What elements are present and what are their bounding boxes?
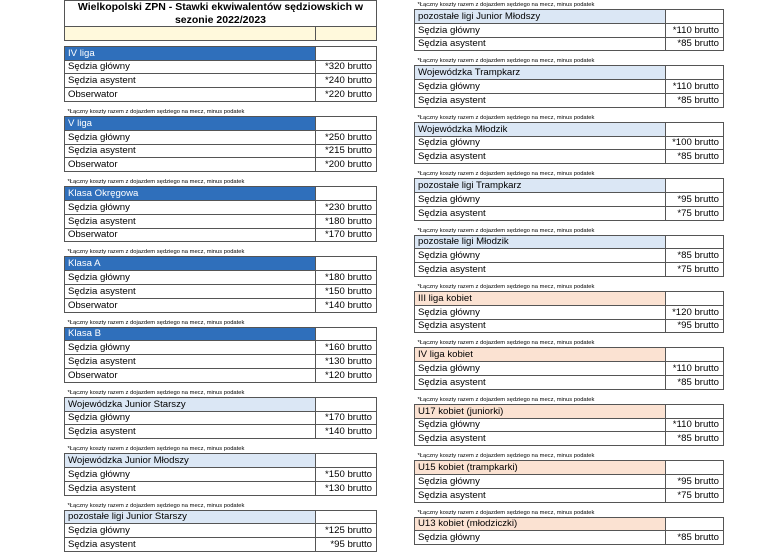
category-value-cell	[666, 517, 724, 531]
rate-value: *85 brutto	[666, 37, 724, 51]
category-label: Klasa A	[65, 257, 316, 271]
role-label: Sędzia główny	[415, 136, 666, 150]
rate-value: *320 brutto	[316, 60, 377, 74]
category-label: IV liga	[65, 46, 316, 60]
category-row	[415, 291, 724, 305]
role-label: Obserwator	[65, 368, 316, 382]
role-label: Sędzia główny	[415, 418, 666, 432]
footnote: *Łączny koszty razem z dojazdem sędziego na mecz, minus podatek	[417, 509, 595, 516]
category-value-cell	[666, 66, 724, 80]
rate-row	[65, 524, 377, 538]
category-label: V liga	[65, 116, 316, 130]
rate-row	[65, 425, 377, 439]
note-row	[65, 382, 377, 397]
category-label: Wojewódzka Trampkarz	[415, 66, 666, 80]
title-row	[65, 1, 377, 27]
role-label: Sędzia główny	[415, 305, 666, 319]
rates-table-right	[414, 0, 724, 545]
category-label: Klasa Okręgowa	[65, 187, 316, 201]
note-row	[65, 439, 377, 454]
footnote: *Łączny koszty razem z dojazdem sędziego na mecz, minus podatek	[417, 171, 595, 178]
rate-value: *160 brutto	[316, 341, 377, 355]
left-column	[64, 0, 376, 552]
category-value-cell	[666, 179, 724, 193]
note-row	[65, 172, 377, 187]
footnote: *Łączny koszty razem z dojazdem sędziego na mecz, minus podatek	[67, 249, 245, 256]
category-value-cell	[666, 235, 724, 249]
note-row	[415, 276, 724, 291]
category-label: pozostałe ligi Młodzik	[415, 235, 666, 249]
category-row	[415, 122, 724, 136]
role-label: Obserwator	[65, 158, 316, 172]
footnote: *Łączny koszty razem z dojazdem sędziego na mecz, minus podatek	[417, 453, 595, 460]
category-row	[65, 327, 377, 341]
role-label: Sędzia asystent	[415, 150, 666, 164]
role-label: Sędzia główny	[415, 249, 666, 263]
rate-value: *85 brutto	[666, 531, 724, 545]
rates-table-left	[64, 0, 377, 552]
rate-row	[415, 488, 724, 502]
rate-row	[65, 74, 377, 88]
category-row	[65, 454, 377, 468]
role-label: Sędzia główny	[65, 467, 316, 481]
rate-value: *220 brutto	[316, 88, 377, 102]
rate-value: *200 brutto	[316, 158, 377, 172]
role-label: Sędzia główny	[65, 130, 316, 144]
spacer-cell	[65, 27, 316, 41]
rate-row	[65, 481, 377, 495]
role-label: Sędzia główny	[415, 531, 666, 545]
note-row	[415, 389, 724, 404]
note-row	[65, 495, 377, 510]
rate-value: *95 brutto	[666, 474, 724, 488]
role-label: Sędzia asystent	[415, 37, 666, 51]
category-value-cell	[666, 10, 724, 24]
role-label: Sędzia asystent	[415, 488, 666, 502]
rate-value: *100 brutto	[666, 136, 724, 150]
rate-value: *230 brutto	[316, 200, 377, 214]
rate-row	[65, 130, 377, 144]
footnote: *Łączny koszty razem z dojazdem sędziego na mecz, minus podatek	[67, 389, 245, 396]
role-label: Sędzia główny	[415, 80, 666, 94]
category-row	[415, 461, 724, 475]
rate-value: *150 brutto	[316, 284, 377, 298]
category-row	[415, 348, 724, 362]
category-value-cell	[666, 404, 724, 418]
rate-value: *240 brutto	[316, 74, 377, 88]
note-row	[415, 446, 724, 461]
category-value-cell	[316, 454, 377, 468]
rate-row	[415, 375, 724, 389]
category-row	[65, 257, 377, 271]
role-label: Sędzia główny	[415, 474, 666, 488]
category-label: pozostałe ligi Trampkarz	[415, 179, 666, 193]
footnote: *Łączny koszty razem z dojazdem sędziego na mecz, minus podatek	[417, 396, 595, 403]
rate-row	[415, 531, 724, 545]
rate-value: *120 brutto	[316, 368, 377, 382]
rate-row	[415, 136, 724, 150]
role-label: Obserwator	[65, 228, 316, 242]
category-label: U17 kobiet (juniorki)	[415, 404, 666, 418]
category-label: Wojewódzka Junior Młodszy	[65, 454, 316, 468]
category-label: Klasa B	[65, 327, 316, 341]
rate-row	[65, 88, 377, 102]
rate-row	[415, 263, 724, 277]
role-label: Sędzia główny	[65, 200, 316, 214]
rate-row	[65, 341, 377, 355]
footnote: *Łączny koszty razem z dojazdem sędziego na mecz, minus podatek	[417, 58, 595, 65]
category-label: pozostałe ligi Junior Młodszy	[415, 10, 666, 24]
rate-value: *85 brutto	[666, 375, 724, 389]
category-row	[415, 10, 724, 24]
role-label: Sędzia asystent	[65, 538, 316, 552]
rate-row	[65, 284, 377, 298]
rate-value: *95 brutto	[666, 319, 724, 333]
category-value-cell	[316, 46, 377, 60]
note-row	[415, 51, 724, 66]
role-label: Sędzia główny	[65, 60, 316, 74]
rate-value: *125 brutto	[316, 524, 377, 538]
footnote: *Łączny koszty razem z dojazdem sędziego na mecz, minus podatek	[417, 227, 595, 234]
category-row	[65, 510, 377, 524]
rate-row	[65, 144, 377, 158]
category-row	[415, 404, 724, 418]
rate-row	[415, 192, 724, 206]
role-label: Sędzia asystent	[415, 375, 666, 389]
rate-value: *85 brutto	[666, 249, 724, 263]
rate-row	[415, 432, 724, 446]
rate-value: *140 brutto	[316, 425, 377, 439]
role-label: Sędzia asystent	[65, 74, 316, 88]
category-value-cell	[316, 510, 377, 524]
footnote: *Łączny koszty razem z dojazdem sędziego na mecz, minus podatek	[67, 179, 245, 186]
category-value-cell	[666, 461, 724, 475]
rate-row	[415, 305, 724, 319]
rate-row	[415, 206, 724, 220]
rate-value: *180 brutto	[316, 214, 377, 228]
footnote: *Łączny koszty razem z dojazdem sędziego na mecz, minus podatek	[417, 114, 595, 121]
note-row	[65, 101, 377, 116]
category-value-cell	[666, 291, 724, 305]
rate-value: *150 brutto	[316, 467, 377, 481]
footnote: *Łączny koszty razem z dojazdem sędziego na mecz, minus podatek	[67, 502, 245, 509]
footnote: *Łączny koszty razem z dojazdem sędziego na mecz, minus podatek	[67, 108, 245, 115]
rate-row	[415, 362, 724, 376]
rate-value: *170 brutto	[316, 411, 377, 425]
role-label: Obserwator	[65, 298, 316, 312]
rate-value: *110 brutto	[666, 418, 724, 432]
rate-row	[415, 474, 724, 488]
role-label: Obserwator	[65, 88, 316, 102]
page-title: Wielkopolski ZPN - Stawki ekwiwalentów sędziowskich w sezonie 2022/2023	[65, 1, 377, 27]
rate-value: *95 brutto	[666, 192, 724, 206]
rate-value: *120 brutto	[666, 305, 724, 319]
role-label: Sędzia główny	[415, 192, 666, 206]
rate-value: *85 brutto	[666, 93, 724, 107]
category-value-cell	[316, 327, 377, 341]
category-row	[65, 46, 377, 60]
rate-value: *75 brutto	[666, 206, 724, 220]
role-label: Sędzia asystent	[415, 432, 666, 446]
rate-value: *110 brutto	[666, 23, 724, 37]
rate-value: *180 brutto	[316, 271, 377, 285]
category-row	[415, 179, 724, 193]
role-label: Sędzia główny	[65, 341, 316, 355]
category-label: IV liga kobiet	[415, 348, 666, 362]
spacer-cell	[316, 27, 377, 41]
footnote: *Łączny koszty razem z dojazdem sędziego na mecz, minus podatek	[417, 283, 595, 290]
rate-value: *170 brutto	[316, 228, 377, 242]
category-row	[65, 116, 377, 130]
rate-row	[415, 418, 724, 432]
rate-value: *85 brutto	[666, 150, 724, 164]
note-row	[415, 502, 724, 517]
rate-row	[415, 93, 724, 107]
category-label: Wojewódzka Młodzik	[415, 122, 666, 136]
rate-row	[65, 228, 377, 242]
category-row	[415, 517, 724, 531]
role-label: Sędzia asystent	[65, 214, 316, 228]
rate-row	[65, 298, 377, 312]
rate-value: *95 brutto	[316, 538, 377, 552]
category-label: Wojewódzka Junior Starszy	[65, 397, 316, 411]
rate-row	[65, 368, 377, 382]
role-label: Sędzia asystent	[415, 319, 666, 333]
role-label: Sędzia główny	[65, 411, 316, 425]
role-label: Sędzia asystent	[415, 263, 666, 277]
footnote: *Łączny koszty razem z dojazdem sędziego na mecz, minus podatek	[417, 2, 595, 8]
right-column	[414, 0, 723, 545]
note-row	[415, 220, 724, 235]
role-label: Sędzia asystent	[65, 425, 316, 439]
role-label: Sędzia główny	[65, 524, 316, 538]
rate-value: *130 brutto	[316, 355, 377, 369]
category-row	[65, 397, 377, 411]
rate-row	[65, 200, 377, 214]
role-label: Sędzia asystent	[415, 206, 666, 220]
rate-row	[65, 467, 377, 481]
footnote: *Łączny koszty razem z dojazdem sędziego na mecz, minus podatek	[417, 340, 595, 347]
rate-row	[65, 214, 377, 228]
category-label: U15 kobiet (trampkarki)	[415, 461, 666, 475]
category-value-cell	[666, 122, 724, 136]
role-label: Sędzia główny	[415, 362, 666, 376]
note-row	[415, 107, 724, 122]
rate-row	[415, 249, 724, 263]
rate-value: *85 brutto	[666, 432, 724, 446]
category-row	[65, 187, 377, 201]
category-value-cell	[316, 116, 377, 130]
category-row	[415, 66, 724, 80]
rate-value: *110 brutto	[666, 362, 724, 376]
rate-row	[415, 23, 724, 37]
footnote: *Łączny koszty razem z dojazdem sędziego na mecz, minus podatek	[67, 319, 245, 326]
category-label: U13 kobiet (młodziczki)	[415, 517, 666, 531]
rate-value: *215 brutto	[316, 144, 377, 158]
rate-value: *110 brutto	[666, 80, 724, 94]
role-label: Sędzia asystent	[65, 284, 316, 298]
rate-value: *140 brutto	[316, 298, 377, 312]
rate-value: *75 brutto	[666, 263, 724, 277]
rate-row	[65, 538, 377, 552]
rate-row	[65, 158, 377, 172]
role-label: Sędzia asystent	[65, 481, 316, 495]
role-label: Sędzia główny	[415, 23, 666, 37]
category-value-cell	[316, 257, 377, 271]
role-label: Sędzia asystent	[65, 355, 316, 369]
rate-row	[65, 271, 377, 285]
category-label: III liga kobiet	[415, 291, 666, 305]
note-row	[415, 0, 724, 10]
rate-row	[415, 319, 724, 333]
rate-value: *250 brutto	[316, 130, 377, 144]
note-row	[65, 242, 377, 257]
footnote: *Łączny koszty razem z dojazdem sędziego na mecz, minus podatek	[67, 446, 245, 453]
category-row	[415, 235, 724, 249]
title-spacer-row	[65, 27, 377, 41]
category-label: pozostałe ligi Junior Starszy	[65, 510, 316, 524]
rate-row	[65, 355, 377, 369]
rate-row	[415, 80, 724, 94]
role-label: Sędzia asystent	[415, 93, 666, 107]
rate-row	[65, 411, 377, 425]
role-label: Sędzia główny	[65, 271, 316, 285]
rate-value: *130 brutto	[316, 481, 377, 495]
category-value-cell	[316, 397, 377, 411]
note-row	[415, 164, 724, 179]
rate-row	[415, 150, 724, 164]
category-value-cell	[316, 187, 377, 201]
note-row	[65, 312, 377, 327]
rate-row	[65, 60, 377, 74]
role-label: Sędzia asystent	[65, 144, 316, 158]
category-value-cell	[666, 348, 724, 362]
rate-row	[415, 37, 724, 51]
note-row	[415, 333, 724, 348]
rate-value: *75 brutto	[666, 488, 724, 502]
